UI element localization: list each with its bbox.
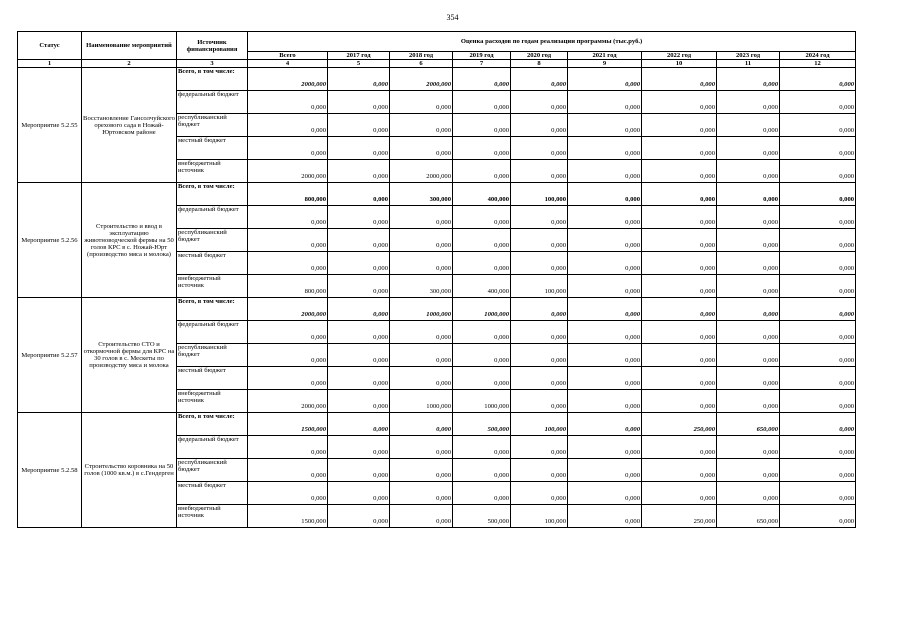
amount-cell: 0,000 [568, 114, 642, 137]
amount-cell: 0,000 [328, 321, 390, 344]
amount-cell: 0,000 [511, 436, 568, 459]
amount-cell: 0,000 [568, 91, 642, 114]
amount-cell: 0,000 [568, 137, 642, 160]
header-index-cell: 2 [82, 60, 177, 68]
amount-cell: 0,000 [511, 321, 568, 344]
amount-cell: 2000,000 [390, 160, 453, 183]
funding-source: местный бюджет [177, 137, 248, 160]
header-year-col: 2024 год [780, 52, 856, 60]
amount-cell: 0,000 [390, 482, 453, 505]
amount-cell: 0,000 [248, 91, 328, 114]
amount-cell: 0,000 [780, 252, 856, 275]
amount-cell: 0,000 [568, 413, 642, 436]
amount-cell: 0,000 [453, 367, 511, 390]
amount-cell: 0,000 [453, 114, 511, 137]
amount-cell: 0,000 [511, 344, 568, 367]
amount-cell: 0,000 [390, 91, 453, 114]
amount-cell: 0,000 [717, 459, 780, 482]
header-status: Статус [18, 32, 82, 60]
amount-cell: 0,000 [328, 206, 390, 229]
measure-status: Мероприятие 5.2.57 [18, 298, 82, 413]
amount-cell: 0,000 [511, 298, 568, 321]
amount-cell: 0,000 [717, 229, 780, 252]
amount-cell: 0,000 [248, 114, 328, 137]
amount-cell: 0,000 [717, 275, 780, 298]
table-row-total [18, 298, 856, 321]
amount-cell: 0,000 [390, 229, 453, 252]
amount-cell: 0,000 [511, 137, 568, 160]
amount-cell: 0,000 [568, 183, 642, 206]
amount-cell: 0,000 [511, 114, 568, 137]
amount-cell: 0,000 [453, 206, 511, 229]
funding-source: местный бюджет [177, 252, 248, 275]
amount-cell: 0,000 [248, 206, 328, 229]
amount-cell: 0,000 [717, 206, 780, 229]
table-body [18, 68, 856, 528]
funding-source: Всего, в том числе: [177, 413, 248, 436]
amount-cell: 0,000 [328, 505, 390, 528]
amount-cell: 0,000 [453, 436, 511, 459]
amount-cell: 0,000 [642, 137, 717, 160]
measure-name: Строительство коровника на 50 голов (1000 кв.м.) в с.Гендерген [82, 413, 177, 528]
header-index-cell: 10 [642, 60, 717, 68]
amount-cell: 0,000 [511, 367, 568, 390]
amount-cell: 0,000 [328, 367, 390, 390]
amount-cell: 0,000 [780, 91, 856, 114]
amount-cell: 0,000 [390, 344, 453, 367]
amount-cell: 100,000 [511, 183, 568, 206]
amount-cell: 0,000 [248, 436, 328, 459]
amount-cell: 0,000 [568, 252, 642, 275]
amount-cell: 0,000 [453, 252, 511, 275]
amount-cell: 100,000 [511, 275, 568, 298]
amount-cell: 0,000 [568, 505, 642, 528]
amount-cell: 0,000 [780, 367, 856, 390]
measure-name: Строительство СТО и откормочной фермы для КРС на 30 голов в с. Мескеты по производству мяса и молока [82, 298, 177, 413]
amount-cell: 0,000 [568, 321, 642, 344]
amount-cell: 0,000 [248, 459, 328, 482]
amount-cell: 0,000 [642, 91, 717, 114]
amount-cell: 0,000 [568, 390, 642, 413]
table-row-total [18, 68, 856, 91]
amount-cell: 0,000 [780, 436, 856, 459]
amount-cell: 2000,000 [248, 390, 328, 413]
amount-cell: 0,000 [568, 344, 642, 367]
amount-cell: 0,000 [780, 183, 856, 206]
funding-source: республиканский бюджет [177, 114, 248, 137]
amount-cell: 0,000 [390, 413, 453, 436]
budget-table [17, 31, 856, 528]
amount-cell: 1500,000 [248, 505, 328, 528]
amount-cell: 1000,000 [453, 298, 511, 321]
amount-cell: 0,000 [642, 68, 717, 91]
header-index-cell: 3 [177, 60, 248, 68]
amount-cell: 300,000 [390, 275, 453, 298]
amount-cell: 0,000 [511, 160, 568, 183]
amount-cell: 0,000 [780, 459, 856, 482]
measure-status: Мероприятие 5.2.55 [18, 68, 82, 183]
amount-cell: 0,000 [780, 482, 856, 505]
header-index-cell: 6 [390, 60, 453, 68]
funding-source: федеральный бюджет [177, 321, 248, 344]
amount-cell: 0,000 [717, 344, 780, 367]
header-year-col: 2021 год [568, 52, 642, 60]
header-year-col: 2020 год [511, 52, 568, 60]
amount-cell: 0,000 [328, 252, 390, 275]
amount-cell: 2000,000 [390, 68, 453, 91]
header-index-cell: 11 [717, 60, 780, 68]
funding-source: местный бюджет [177, 367, 248, 390]
amount-cell: 0,000 [642, 183, 717, 206]
header-estimate: Оценка расходов по годам реализации программы (тыс.руб.) [248, 32, 856, 52]
amount-cell: 0,000 [568, 298, 642, 321]
amount-cell: 250,000 [642, 505, 717, 528]
amount-cell: 0,000 [511, 68, 568, 91]
amount-cell: 2000,000 [248, 298, 328, 321]
amount-cell: 0,000 [780, 137, 856, 160]
amount-cell: 0,000 [780, 206, 856, 229]
amount-cell: 0,000 [568, 482, 642, 505]
header-index-cell: 8 [511, 60, 568, 68]
header-index-cell: 7 [453, 60, 511, 68]
amount-cell: 0,000 [511, 206, 568, 229]
amount-cell: 0,000 [328, 183, 390, 206]
amount-cell: 0,000 [248, 321, 328, 344]
header-year-col: 2022 год [642, 52, 717, 60]
amount-cell: 0,000 [390, 505, 453, 528]
measure-status: Мероприятие 5.2.56 [18, 183, 82, 298]
amount-cell: 0,000 [642, 436, 717, 459]
amount-cell: 0,000 [511, 91, 568, 114]
amount-cell: 0,000 [642, 344, 717, 367]
amount-cell: 0,000 [453, 160, 511, 183]
table-row-total [18, 413, 856, 436]
amount-cell: 0,000 [390, 459, 453, 482]
amount-cell: 0,000 [453, 68, 511, 91]
amount-cell: 0,000 [717, 68, 780, 91]
amount-cell: 0,000 [642, 390, 717, 413]
amount-cell: 0,000 [642, 459, 717, 482]
amount-cell: 0,000 [568, 367, 642, 390]
header-index-cell: 5 [328, 60, 390, 68]
amount-cell: 650,000 [717, 505, 780, 528]
amount-cell: 0,000 [717, 367, 780, 390]
amount-cell: 0,000 [328, 91, 390, 114]
amount-cell: 0,000 [511, 482, 568, 505]
amount-cell: 0,000 [717, 114, 780, 137]
amount-cell: 0,000 [568, 459, 642, 482]
amount-cell: 0,000 [717, 482, 780, 505]
header-index-cell: 12 [780, 60, 856, 68]
funding-source: федеральный бюджет [177, 91, 248, 114]
amount-cell: 0,000 [780, 275, 856, 298]
amount-cell: 1000,000 [390, 390, 453, 413]
amount-cell: 0,000 [328, 436, 390, 459]
amount-cell: 0,000 [248, 229, 328, 252]
amount-cell: 0,000 [390, 252, 453, 275]
amount-cell: 500,000 [453, 413, 511, 436]
amount-cell: 0,000 [511, 252, 568, 275]
amount-cell: 0,000 [328, 482, 390, 505]
funding-source: внебюджетный источник [177, 275, 248, 298]
amount-cell: 0,000 [328, 275, 390, 298]
amount-cell: 0,000 [248, 482, 328, 505]
amount-cell: 0,000 [642, 321, 717, 344]
amount-cell: 0,000 [453, 344, 511, 367]
funding-source: федеральный бюджет [177, 206, 248, 229]
amount-cell: 0,000 [568, 206, 642, 229]
amount-cell: 0,000 [511, 229, 568, 252]
amount-cell: 0,000 [642, 206, 717, 229]
header-index-cell: 1 [18, 60, 82, 68]
amount-cell: 0,000 [390, 367, 453, 390]
funding-source: внебюджетный источник [177, 505, 248, 528]
amount-cell: 400,000 [453, 183, 511, 206]
header-index-cell: 4 [248, 60, 328, 68]
funding-source: местный бюджет [177, 482, 248, 505]
amount-cell: 0,000 [717, 436, 780, 459]
amount-cell: 0,000 [568, 160, 642, 183]
amount-cell: 0,000 [328, 137, 390, 160]
amount-cell: 100,000 [511, 413, 568, 436]
amount-cell: 1500,000 [248, 413, 328, 436]
amount-cell: 250,000 [642, 413, 717, 436]
amount-cell: 0,000 [568, 275, 642, 298]
amount-cell: 0,000 [453, 229, 511, 252]
measure-status: Мероприятие 5.2.58 [18, 413, 82, 528]
amount-cell: 0,000 [717, 252, 780, 275]
amount-cell: 0,000 [328, 68, 390, 91]
amount-cell: 0,000 [511, 459, 568, 482]
amount-cell: 0,000 [717, 390, 780, 413]
amount-cell: 1000,000 [453, 390, 511, 413]
amount-cell: 0,000 [717, 160, 780, 183]
amount-cell: 0,000 [453, 459, 511, 482]
amount-cell: 0,000 [511, 390, 568, 413]
amount-cell: 0,000 [780, 114, 856, 137]
header-source: Источник финансирования [177, 32, 248, 60]
amount-cell: 0,000 [328, 413, 390, 436]
amount-cell: 800,000 [248, 183, 328, 206]
amount-cell: 1000,000 [390, 298, 453, 321]
funding-source: республиканский бюджет [177, 459, 248, 482]
amount-cell: 0,000 [390, 436, 453, 459]
funding-source: Всего, в том числе: [177, 298, 248, 321]
header-year-col: 2017 год [328, 52, 390, 60]
amount-cell: 0,000 [568, 68, 642, 91]
amount-cell: 0,000 [390, 114, 453, 137]
amount-cell: 0,000 [390, 206, 453, 229]
amount-cell: 0,000 [248, 367, 328, 390]
amount-cell: 0,000 [328, 459, 390, 482]
amount-cell: 0,000 [780, 505, 856, 528]
funding-source: внебюджетный источник [177, 160, 248, 183]
amount-cell: 0,000 [568, 229, 642, 252]
funding-source: Всего, в том числе: [177, 68, 248, 91]
amount-cell: 0,000 [642, 298, 717, 321]
amount-cell: 0,000 [780, 413, 856, 436]
amount-cell: 0,000 [717, 183, 780, 206]
funding-source: Всего, в том числе: [177, 183, 248, 206]
amount-cell: 0,000 [453, 482, 511, 505]
funding-source: республиканский бюджет [177, 344, 248, 367]
amount-cell: 0,000 [780, 321, 856, 344]
amount-cell: 0,000 [780, 298, 856, 321]
header-year-col: 2023 год [717, 52, 780, 60]
amount-cell: 0,000 [642, 275, 717, 298]
amount-cell: 0,000 [390, 137, 453, 160]
amount-cell: 0,000 [780, 229, 856, 252]
amount-cell: 0,000 [248, 344, 328, 367]
funding-source: федеральный бюджет [177, 436, 248, 459]
amount-cell: 0,000 [642, 367, 717, 390]
amount-cell: 0,000 [453, 321, 511, 344]
amount-cell: 0,000 [328, 229, 390, 252]
amount-cell: 0,000 [568, 436, 642, 459]
amount-cell: 0,000 [717, 321, 780, 344]
measure-name: Строительство и ввод в эксплуатацию животноводческой фермы на 50 голов КРС в с. Ножай-Юрт (производство мяса и молока) [82, 183, 177, 298]
amount-cell: 0,000 [328, 344, 390, 367]
amount-cell: 0,000 [642, 482, 717, 505]
table-row-total [18, 183, 856, 206]
header-year-col: 2018 год [390, 52, 453, 60]
amount-cell: 0,000 [780, 390, 856, 413]
amount-cell: 0,000 [328, 298, 390, 321]
amount-cell: 0,000 [453, 137, 511, 160]
amount-cell: 0,000 [717, 91, 780, 114]
amount-cell: 0,000 [328, 114, 390, 137]
amount-cell: 2000,000 [248, 68, 328, 91]
header-index-cell: 9 [568, 60, 642, 68]
amount-cell: 0,000 [248, 137, 328, 160]
amount-cell: 0,000 [453, 91, 511, 114]
amount-cell: 100,000 [511, 505, 568, 528]
amount-cell: 0,000 [248, 252, 328, 275]
amount-cell: 300,000 [390, 183, 453, 206]
amount-cell: 0,000 [717, 298, 780, 321]
amount-cell: 0,000 [642, 160, 717, 183]
funding-source: внебюджетный источник [177, 390, 248, 413]
header-year-col: 2019 год [453, 52, 511, 60]
amount-cell: 0,000 [642, 114, 717, 137]
amount-cell: 0,000 [328, 160, 390, 183]
page-number: 354 [446, 13, 459, 22]
header-name: Наименование мероприятий [82, 32, 177, 60]
amount-cell: 800,000 [248, 275, 328, 298]
amount-cell: 400,000 [453, 275, 511, 298]
amount-cell: 0,000 [717, 137, 780, 160]
amount-cell: 0,000 [780, 160, 856, 183]
amount-cell: 0,000 [328, 390, 390, 413]
amount-cell: 0,000 [390, 321, 453, 344]
header-index-row [18, 60, 856, 68]
amount-cell: 650,000 [717, 413, 780, 436]
measure-name: Восстановление Гансолчуйского орехового сада в Ножай-Юртовском районе [82, 68, 177, 183]
amount-cell: 0,000 [642, 229, 717, 252]
amount-cell: 0,000 [780, 68, 856, 91]
amount-cell: 0,000 [642, 252, 717, 275]
amount-cell: 500,000 [453, 505, 511, 528]
funding-source: республиканский бюджет [177, 229, 248, 252]
amount-cell: 0,000 [780, 344, 856, 367]
amount-cell: 2000,000 [248, 160, 328, 183]
header-year-col: Всего [248, 52, 328, 60]
